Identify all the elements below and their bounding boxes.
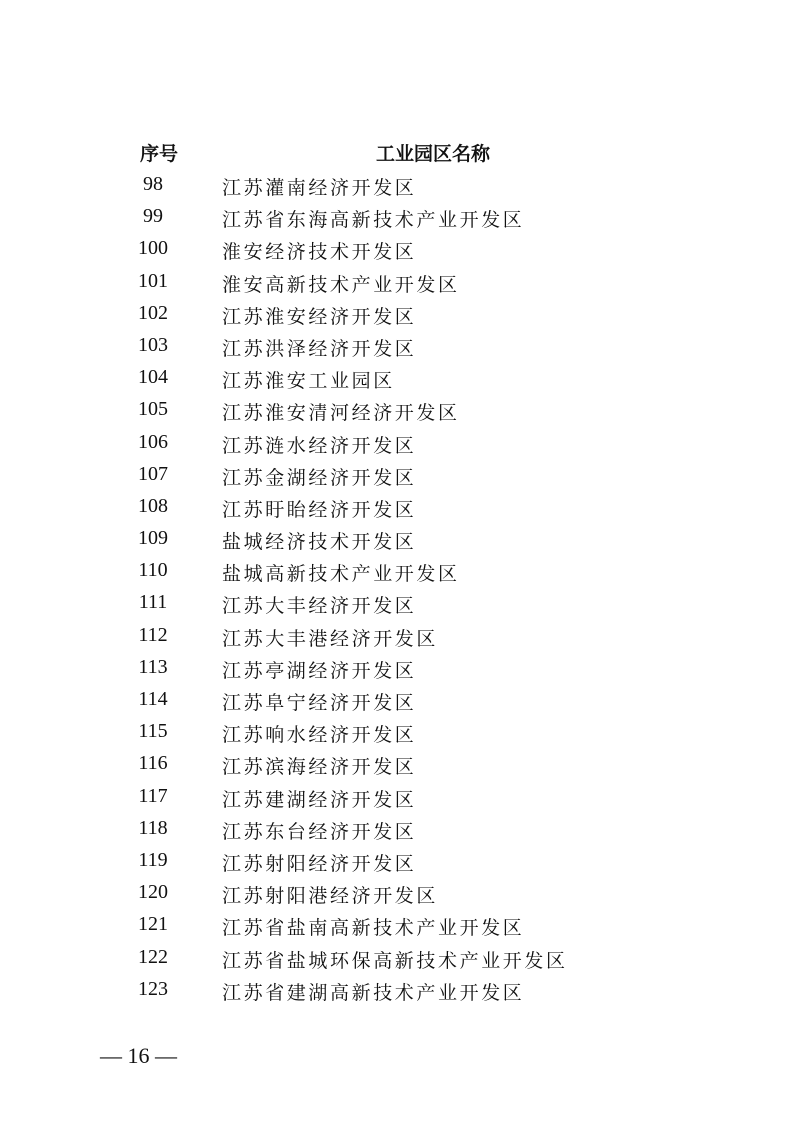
- table-row: [0, 461, 800, 493]
- row-park-name: 江苏省盐城环保高新技术产业开发区: [222, 949, 568, 972]
- row-park-name: 江苏响水经济开发区: [222, 724, 417, 747]
- row-park-name: 盐城经济技术开发区: [222, 531, 417, 554]
- row-park-name: 江苏盱眙经济开发区: [222, 498, 417, 521]
- table-row: [0, 976, 800, 1008]
- row-number: 103: [138, 333, 168, 356]
- table-row: [0, 686, 800, 718]
- table-row: [0, 235, 800, 267]
- row-park-name: 江苏射阳经济开发区: [222, 852, 417, 875]
- row-number: 118: [138, 816, 168, 839]
- row-park-name: 淮安经济技术开发区: [222, 241, 417, 264]
- table-row: [0, 171, 800, 203]
- row-number: 123: [138, 977, 168, 1000]
- row-park-name: 江苏金湖经济开发区: [222, 466, 417, 489]
- table-row: [0, 944, 800, 976]
- row-number: 99: [143, 205, 163, 228]
- row-number: 112: [138, 623, 168, 646]
- row-number: 111: [138, 591, 168, 614]
- row-number: 110: [138, 559, 168, 582]
- table-row: [0, 783, 800, 815]
- table-row: [0, 429, 800, 461]
- row-number: 98: [143, 173, 163, 195]
- row-number: 113: [138, 655, 168, 678]
- row-number: 109: [138, 527, 168, 550]
- header-park-name: 工业园区名称: [376, 143, 491, 165]
- page-number: — 16 —: [100, 1043, 177, 1068]
- table-row: [0, 332, 800, 364]
- row-park-name: 江苏省盐南高新技术产业开发区: [222, 917, 525, 940]
- table-body: [0, 171, 800, 1008]
- row-number: 115: [138, 720, 168, 743]
- table-row: [0, 654, 800, 686]
- row-number: 121: [138, 913, 168, 936]
- table-row: [0, 911, 800, 943]
- table-row: [0, 557, 800, 589]
- table-row: [0, 525, 800, 557]
- row-park-name: 江苏灌南经济开发区: [222, 177, 417, 199]
- table-row: [0, 622, 800, 654]
- table-row: [0, 364, 800, 396]
- row-number: 101: [138, 269, 168, 292]
- table-header: [0, 139, 800, 169]
- table-row: [0, 493, 800, 525]
- table-row: [0, 815, 800, 847]
- row-park-name: 江苏淮安清河经济开发区: [222, 402, 460, 425]
- row-park-name: 江苏淮安经济开发区: [222, 305, 417, 328]
- row-number: 102: [138, 301, 168, 324]
- row-park-name: 江苏滨海经济开发区: [222, 756, 417, 779]
- row-park-name: 江苏东台经济开发区: [222, 820, 417, 843]
- table-row: [0, 203, 800, 235]
- row-number: 120: [138, 881, 168, 904]
- header-number: 序号: [140, 143, 179, 165]
- table-row: [0, 879, 800, 911]
- row-park-name: 江苏射阳港经济开发区: [222, 885, 439, 908]
- row-number: 116: [138, 752, 168, 775]
- table-row: [0, 750, 800, 782]
- row-park-name: 江苏洪泽经济开发区: [222, 337, 417, 360]
- row-number: 106: [138, 430, 168, 453]
- row-number: 105: [138, 398, 168, 421]
- row-number: 117: [138, 784, 168, 807]
- row-number: 100: [138, 237, 168, 260]
- row-number: 119: [138, 848, 168, 871]
- row-park-name: 盐城高新技术产业开发区: [222, 563, 460, 586]
- row-number: 108: [138, 494, 168, 517]
- row-number: 114: [138, 688, 168, 710]
- table-row: [0, 268, 800, 300]
- table-row: [0, 300, 800, 332]
- row-number: 107: [138, 462, 168, 485]
- row-park-name: 江苏建湖经济开发区: [222, 788, 417, 811]
- row-park-name: 江苏大丰经济开发区: [222, 595, 417, 618]
- row-number: 122: [138, 945, 168, 968]
- table-row: [0, 847, 800, 879]
- row-park-name: 江苏大丰港经济开发区: [222, 627, 439, 650]
- row-park-name: 江苏省东海高新技术产业开发区: [222, 209, 525, 232]
- table-row: [0, 589, 800, 621]
- row-park-name: 淮安高新技术产业开发区: [222, 273, 460, 296]
- row-park-name: 江苏亭湖经济开发区: [222, 659, 417, 682]
- table-row: [0, 396, 800, 428]
- row-number: 104: [138, 366, 168, 389]
- row-park-name: 江苏省建湖高新技术产业开发区: [222, 981, 525, 1004]
- row-park-name: 江苏阜宁经济开发区: [222, 692, 417, 714]
- row-park-name: 江苏淮安工业园区: [222, 370, 395, 393]
- table-row: [0, 718, 800, 750]
- row-park-name: 江苏涟水经济开发区: [222, 434, 417, 457]
